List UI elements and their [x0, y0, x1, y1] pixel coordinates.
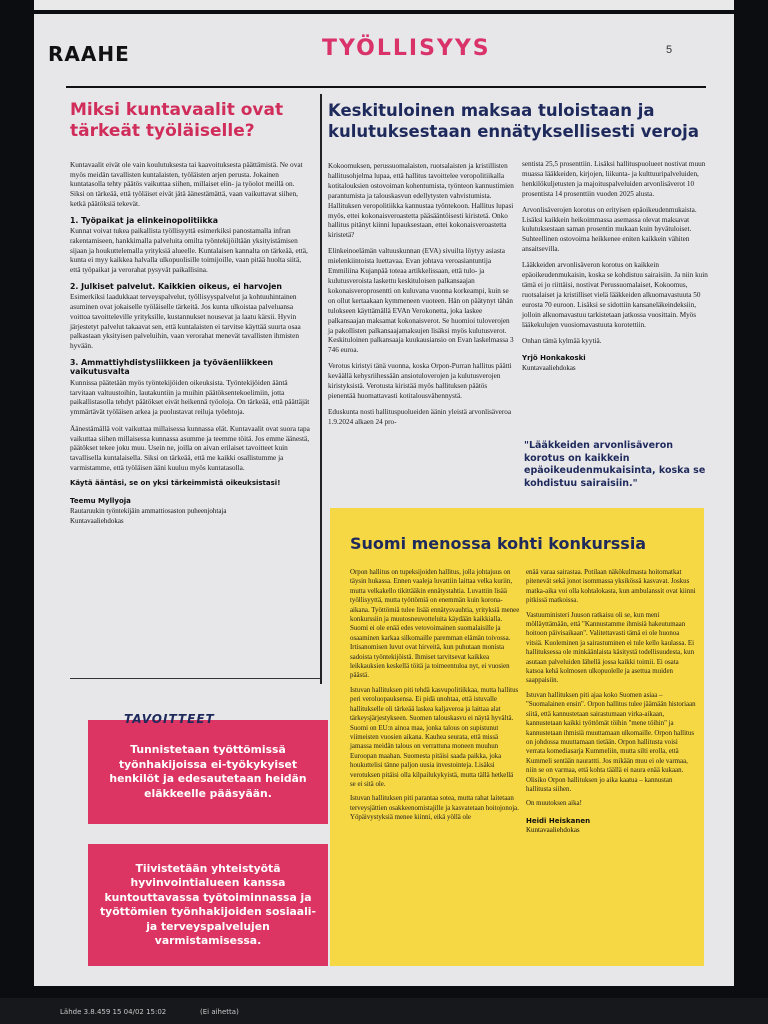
yellow-c1-p1: Orpon hallitus on tupeksijoiden hallitus, jolla johtajuus on täysin hukassa. Ennen vaaleja luvattiin laittaa velka kuriin, mutta velkakello tikittääkin ennätystahtia. Luvattiin lisää työllisyyttä, mutta työttömiä on enemmän kuin korona-aikana. Työttömiä tulee lisää ennätysvauhtia, yrityksiä menee konkurssiin ja muutosneuvotteluita käydään kaikkialla. Suomi ei ole enää edes vetovoimainen suomalaisille ja osaaminen karkaa silkomaille paremman elämän toivossa. Irtisanomisen luvut ovat hirveitä, kun puhutaan monista sadoista työntekijöistä. Ihmiset tarvitsevat kaikkea leikkauksien keskellä töitä ja toimeentuloa nyt, ei vuosien päästä.	[350, 569, 520, 680]
left-article-body	[70, 160, 310, 526]
left-closing-bold: Käytä ääntäsi, se on yksi tärkeimmistä oikeuksistasi!	[70, 479, 281, 488]
pull-quote: "Lääkkeiden arvonlisäveron korotus on kaikkein epäoikeudenmukaisinta, koska se kohdistuu sairaisiin."	[524, 440, 706, 489]
left-article-rule	[70, 678, 320, 679]
left-section-3-text: Kunnissa päätetään myös työntekijöiden oikeuksista. Työntekijöiden ääntä tarvitaan valtuustoihin, lautakuntiin ja muihin päätöksentekoelimiin, jotta paikallistasolla tehdyt päätökset eivät heikennä työoloja. On tärkeää, että päättäjät ymmärtävät työläisen arkea ja puolustavat reiluja työehtoja.	[70, 378, 310, 417]
goal-2-text: Tiivistetään yhteistyötä hyvinvointialueen kanssa kuntouttavassa työtoiminnassa ja työttömien työnhakijoiden sosiaali- ja terveyspalvelujen varmistamisessa.	[100, 861, 316, 947]
left-section-2-title: 2. Julkiset palvelut. Kaikkien oikeus, ei harvojen	[70, 281, 282, 291]
left-intro: Kuntavaalit eivät ole vain koulutuksesta tai kaavoituksesta päättämistä. Ne ovat myös meidän tavallisten kuntalaisten, työläisten arjen perusta. Jokainen kuntatasolla tehty päätös vaikuttaa siihen, millaiset elin- ja työolot meillä on. Siksi on tärkeää, että työläiset eivät jätä äänestämättä, vaan vaikuttavat siihen, ketkä päätöksiä tekevät.	[70, 160, 303, 208]
yellow-c2-p4: On muutoksen aika!	[526, 800, 582, 808]
yellow-article-box	[330, 508, 704, 966]
left-author-role-2: Kuntavaaliehdokas	[70, 516, 124, 525]
header-rule	[66, 86, 706, 88]
left-section-3-title: 3. Ammattiyhdistysliikkeen ja työväenliikkeen vaikutusvalta	[70, 357, 274, 377]
middle-c1-p2: Elinkeinoelämän valtuuskunnan (EVA) sivuilta löytyy asiasta mielenkiintoista luettavaa. Evan johtava veroasiantuntija Emmiliina Kujanpää toteaa artikkelissaan, että tulo- ja kulutusveroista laskettu keskituloisen palkansaajan kokonaisveroprosentti on kuluvana vuonna korkeampi, kuin se on ollut kertaakaan kymmeneen vuoteen. Hän on päätynyt tähän tulokseen käyttämällä EVAn Verokonetta, joka laskee palkansaajan maksamat kokonaisverot. Se huomioi tuloverojen ja pakollisten palkansaajamaksujen lisäksi myös kulutusverot. Keskituloinen palkansaaja kuukausiansio on Evan laskelmassa 3 746 euroa.	[328, 247, 514, 355]
header-town: RAAHE	[48, 42, 130, 66]
goal-1-text: Tunnistetaan työttömissä työnhakijoissa ei-työkykyiset henkilöt ja edesautetaan heidän eläkkeelle pääsyään.	[109, 743, 307, 800]
yellow-author: Heidi Heiskanen	[526, 816, 591, 825]
left-closing: Äänestämällä voit vaikuttaa millaisessa kunnassa elät. Kuntavaalit ovat suora tapa vaikuttaa siihen millaisessa kunnassa asumme ja teemme töitä. Jos emme äänestä, päätökset tekee joku muu. Usein ne, joilla on aivan erilaiset tavoitteet kuin tavallisella kuntalaisella. Siksi on tärkeää, että me kaikki osallistumme ja varmistamme, että työläisen ääni kuuluu myös kuntatasolla.	[70, 423, 310, 472]
middle-c2-p4: Onhan tämä kylmää kyytiä.	[522, 336, 602, 345]
yellow-article-col-1	[350, 568, 520, 828]
yellow-c2-p3: Istuvan hallituksen piti ajaa koko Suomen asiaa – "Suomalainen ensin". Orpon hallitus tulee jäämään historiaan siitä, että kannustetaan sairastumaan virka-aikaan, kannustetaan kaikki työttömät töihin "mene töihin" ja kannustetaan ihmisiä muuttamaan ulkomaille. Orpon hallitus on johdossa muuttamaan tietään. Orpon hallitusta voisi verrata komediasarja Kummeliin, mutta silti erolla, että Kummeli sentään naurattti. Jos mikään muu ei ole varmaa, niin se on varmaa, että kohta täällä ei naura enää kukaan. Olisiko Orpon hallituksen jo aika kaatua – kannustan hallitusta siihen.	[526, 691, 696, 793]
left-article-title: Miksi kuntavaalit ovat tärkeät työläiselle?	[70, 100, 284, 141]
middle-article-col-2	[522, 160, 708, 374]
yellow-author-role: Kuntavaaliehdokas	[526, 826, 580, 835]
middle-c1-p3: Verotus kiristyi tänä vuonna, koska Orpon-Purran hallitus päätti keväällä kehysriihessään ansiotuloverojen ja kulutusverojen kiristyksistä. Verotusta kiristää myös hallituksen päätös pienentää huomattavasti kotitalousvähennystä.	[328, 362, 512, 400]
middle-author-role: Kuntavaaliehdokas	[522, 364, 576, 373]
left-section-2-text: Esimerkiksi laadukkaat terveyspalvelut, työllisyyspalvelut ja kohtuuhintainen asuminen ovat jokaiselle työläiselle tärkeitä. Jos kunta ulkoistaa palveluansa voittoa tavoitteleville yrityksille, kustannukset nousevat ja laatu kärsii. Hyvin järjestetyt palvelut takaavat sen, että kuntalaisten ei tarvitse käyttää suurta osaa palkastaan yksityisen palveluihin, vaan verorahat menevät tavallisten ihmisten hyvään.	[70, 292, 301, 350]
left-section-1-text: Kunnat voivat tukea paikallista työllisyyttä esimerkiksi panostamalla infran rakentamiseen, hankkimalla palveluita omilta työntekijöiltään yksityistämisen sijaan ja houkuttelemalla yrityksiä alueelle. Kuntalaisen kannalta on tärkeää, että, kunta ei myy kaikkea halvalla ulkopuolisille toimijoille, vaan pitää huolta siitä, että työpaikat ja verorahat pysyvät paikallisina.	[70, 226, 308, 275]
yellow-c1-p3: Istuvan hallituksen piti parantaa sotea, mutta rahat laitetaan terveysjättien osakkeenomistajille ja kasvatetaan hoitojonoja. Yöpäivystyksiä menee kiinni, eikä yöllä ole	[350, 795, 519, 822]
left-section-1-title: 1. Työpaikat ja elinkeinopolitiikka	[70, 215, 218, 225]
middle-c1-p1: Kokoomuksen, perussuomalaisten, ruotsalaisten ja kristillisten hallitusohjelma lupaa, että hallitus tavoittelee veropolitiikalla kotitalouksien ostovoiman kohentumista, työnteon kannustimien parantumista ja talouskasvun edellytysten vahvistumista. Hallituksen veropolitiikka kannustaa työntekoon. Hallitus lupasi myös, ettei kokonaisveroastetta pääsääntöisesti kiristetä. Onko hallitus pitänyt kiinni lupauksestaan, ettei kokonaisveroastetta kiristetä?	[328, 162, 514, 240]
middle-c2-p2: Arvonlisäverojen korotus on erityisen epäoikeudenmukaista. Lisäksi kaikkein heikoimmassa asemassa olevat maksavat kulutuksestaan saman prosentin mukaan kuin hyvätuloiset. Suhteellinen ostovoima heikkenee eniten kaikkein vähiten ansaitsevilla.	[522, 205, 697, 254]
middle-c1-p4: Eduskunta nosti hallituspuolueiden äänin yleistä arvonlisäveroa 1.9.2024 alkaen 24 pro-	[328, 407, 512, 426]
goal-box-1	[88, 720, 328, 824]
middle-c2-p3: Lääkkeiden arvonlisäveron korotus on kaikkein epäoikeudenmukaisin, koska se kohdistuu sairaisiin. Ja niin kuin tämä ei jo riittäisi, nostivat Perussuomalaiset, Kokoomus, ruotsalaiset ja kristilliset vielä lääkkeiden alkuomavastuuta 50 eurosta 70 euroon. Lisäksi se sidottiin kansaneläkeindeksiin, jolloin alkuomavastuu tarkistetaan jatkossa vuosittain. Myös lääkekulujen vuosiomavastuuta korotettiin.	[522, 261, 708, 329]
left-author: Teemu Myllyoja	[70, 497, 131, 506]
yellow-c2-p2: Vastuuministeri Juuson ratkaisu oli se, kun meni mölläyttämään, että "Kannustamme ihmisiä hakeutumaan hoitoon päivisaikaan". Valitettavasti tämä ei ole huonoa vitsiä. Kuoleminen ja sairastuminen ei tule kello kaulassa. Ei hallituksessa ole minkäänlaista käsitystä todellisuudesta, kun asutaan palveluiden lähellä jossa kaikki toimii. Ei osata katsoa kehä kolmosen ulkopuolelle ja asettua muiden saappaisiin.	[526, 611, 695, 685]
goal-box-2	[88, 844, 328, 966]
middle-c2-p1: sentista 25,5 prosenttiin. Lisäksi hallituspuolueet nostivat muun muassa lääkkeiden, kirjojen, liikunta- ja kulttuuripalveluiden, henkilökuljetusten ja majoituspalveluiden arvonlisäverot 10 prosentista 14 prosenttiin vuoden 2025 alusta.	[522, 160, 706, 198]
page-number: 5	[666, 44, 673, 56]
yellow-c2-p1: enää varaa sairastaa. Potilaan näkökulmasta hoitomatkat pitenevät sekä jonot isommassa yksikössä kasvavat. Joskus matka-aika voi olla kohtalokasta, kun ambulanssit ovat kiinni pitkissä matkoissa.	[526, 569, 696, 605]
goals-label: TAVOITTEET	[124, 712, 215, 726]
header-section: TYÖLLISYYS	[322, 36, 491, 61]
taskbar-right-text[interactable]: (Ei aihetta)	[200, 1008, 239, 1016]
taskbar-left-text: Lähde 3.8.459 15 04/02 15:02	[60, 1008, 167, 1016]
middle-author: Yrjö Honkakoski	[522, 354, 586, 363]
yellow-article-title: Suomi menossa kohti konkurssia	[350, 534, 647, 553]
middle-article-title: Keskituloinen maksaa tuloistaan ja kulutuksestaan ennätyksellisesti veroja	[328, 101, 699, 141]
middle-article-col-1	[328, 162, 514, 434]
yellow-article-col-2	[526, 568, 696, 836]
yellow-c1-p2: Istuvan hallituksen piti tehdä kasvupolitiikkaa, mutta hallitus peri veroluopauksensa. Ei pidä unohtaa, että istuvalle hallitukselle oli tärkeää laskea kaljaveroa ja laittaa alat tärkeysjärjestykseen. Suomen talouskasvu ei näytä hyvältä. Suomi on EU:n ainoa maa, jonka talous on supistunut viimeisten vuosien aikana. Kauhea seurata, että missä jamassa meidän talous on verrattuna moneen muuhun Euroopan maahan. Suomesta pitäisi saada paikka, joka houkuttelisi tänne paljon uusia investointeja. Lisäksi verotuksen pitäisi olla kilpailukykyistä, mutta tällä hetkellä se ei sitä ole.	[350, 686, 519, 788]
column-divider	[320, 94, 322, 684]
taskbar	[0, 998, 768, 1024]
left-author-role-1: Rautaruukin työntekijäin ammattiosaston puheenjohtaja	[70, 506, 227, 515]
